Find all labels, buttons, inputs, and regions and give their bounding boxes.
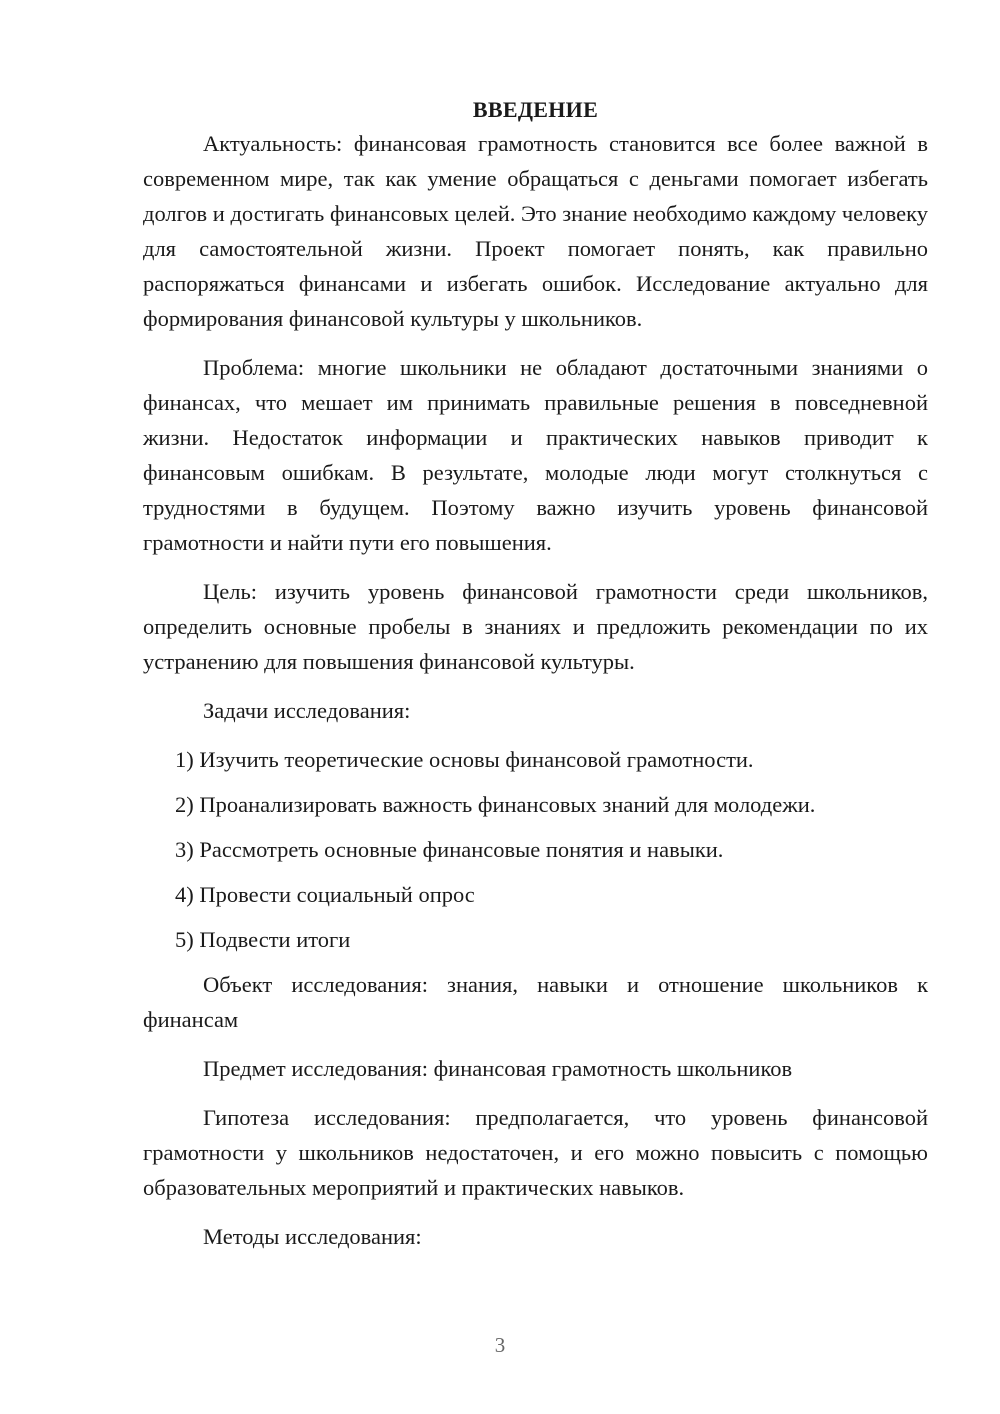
document-page: [143, 96, 928, 1268]
paragraph-subject: Предмет исследования: финансовая грамотность школьников: [203, 1056, 793, 1081]
list-item: 4) Провести социальный опрос: [175, 882, 475, 907]
list-item: 3) Рассмотреть основные финансовые понятия и навыки.: [175, 837, 724, 862]
paragraph-tasks-heading: Задачи исследования:: [203, 698, 411, 723]
list-item: 5) Подвести итоги: [175, 927, 351, 952]
paragraph-object: Объект исследования: знания, навыки и отношение школьников к финансам: [143, 972, 928, 1032]
paragraph-goal: Цель: изучить уровень финансовой грамотности среди школьников, определить основные пробелы в знаниях и предложить рекомендации по их устранению для повышения финансовой культуры.: [143, 579, 928, 674]
paragraph-hypothesis: Гипотеза исследования: предполагается, что уровень финансовой грамотности у школьников недостаточен, и его можно повысить с помощью образовательных мероприятий и практических навыков.: [143, 1105, 928, 1200]
list-item: 2) Проанализировать важность финансовых знаний для молодежи.: [175, 792, 816, 817]
paragraph-problem: Проблема: многие школьники не обладают достаточными знаниями о финансах, что мешает им принимать правильные решения в повседневной жизни. Недостаток информации и практических навыков приводит к финансовым ошибкам. В результате, молодые люди могут столкнуться с трудностями в будущем. Поэтому важно изучить уровень финансовой грамотности и найти пути его повышения.: [143, 355, 928, 555]
list-item: 1) Изучить теоретические основы финансовой грамотности.: [175, 747, 754, 772]
paragraph-relevance: Актуальность: финансовая грамотность становится все более важной в современном мире, так как умение обращаться с деньгами помогает избегать долгов и достигать финансовых целей. Это знание необходимо каждому человеку для самостоятельной жизни. Проект помогает понять, как правильно распоряжаться финансами и избегать ошибок. Исследование актуально для формирования финансовой культуры у школьников.: [143, 131, 928, 331]
page-title: ВВЕДЕНИЕ: [472, 97, 599, 122]
paragraph-methods: Методы исследования:: [203, 1224, 422, 1249]
page-number: 3: [494, 1333, 506, 1357]
tasks-list: [143, 742, 928, 957]
